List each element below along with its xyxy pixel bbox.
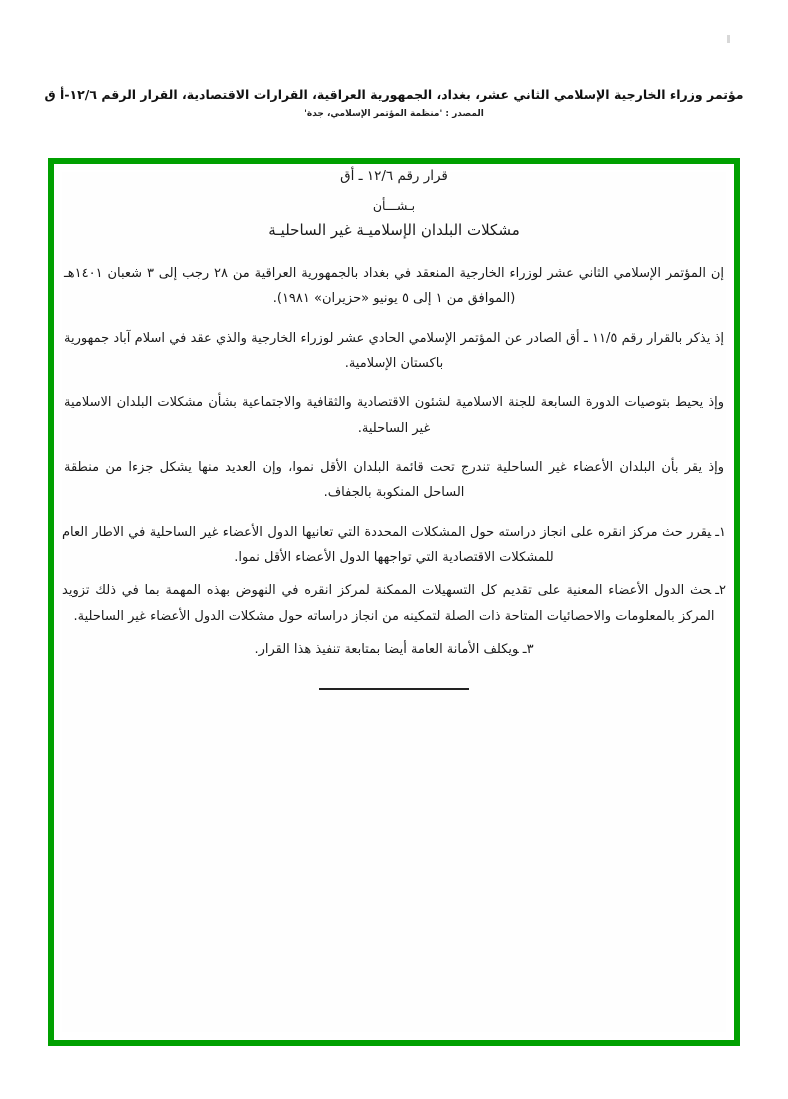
clause-list — [58, 520, 730, 663]
clause-text: يقرر حث مركز انقره على انجاز دراسته حول المشكلات المحددة التي تعانيها الدول الأعضاء غير الساحلية في الاطار العام للمشكلات الاقتصادية التي تواجهها الدول الأعضاء الأقل نموا. — [62, 524, 712, 566]
list-item — [58, 637, 730, 662]
clause-number: ٣ـ — [522, 642, 534, 658]
document-body — [58, 168, 730, 690]
horizontal-rule — [319, 688, 469, 690]
page-title: مؤتمر وزراء الخارجية الإسلامي الثاني عشر، بغداد، الجمهورية العراقية، القرارات الاقتصادية، القرار الرقم ١٢/٦-أ ق — [44, 87, 744, 102]
list-item — [58, 578, 730, 629]
page-header — [0, 86, 788, 119]
resolution-subject: مشكلات البلدان الإسلاميـة غير الساحليـة — [268, 221, 520, 239]
source-line: المصدر : 'منظمة المؤتمر الإسلامي، جدة' — [304, 108, 484, 119]
paragraph-preamble-3: وإذ يحيط بتوصيات الدورة السابعة للجنة الاسلامية لشئون الاقتصادية والثقافية والاجتماعية بشأن مشكلات البلدان الاسلامية غير الساحلية. — [64, 395, 724, 436]
list-item — [58, 520, 730, 571]
scan-speck — [727, 35, 730, 43]
paragraph-preamble-4: وإذ يقر بأن البلدان الأعضاء غير الساحلية تندرج تحت قائمة البلدان الأقل نموا، وإن العديد منها يشكل جزءا من منطقة الساحل المنكوبة بالجفاف. — [64, 460, 724, 501]
paragraph-preamble-2: إذ يذكر بالقرار رقم ١١/٥ ـ أق الصادر عن المؤتمر الإسلامي الحادي عشر لوزراء الخارجية والذي عقد في اسلام آباد جمهورية باكستان الإسلامية. — [64, 330, 724, 372]
clause-text: ويكلف الأمانة العامة أيضا بمتابعة تنفيذ هذا القرار. — [254, 642, 519, 658]
clause-number: ١ـ — [715, 524, 726, 540]
resolution-number: قرار رقم ١٢/٦ ـ أق — [340, 168, 448, 184]
clause-number: ٢ـ — [715, 583, 726, 599]
clause-text: حث الدول الأعضاء المعنية على تقديم كل التسهيلات الممكنة لمركز انقره في النهوض بهذه المهمة بما في ذلك تزويد المركز بالمعلومات والاحصائيات المتاحة ذات الصلة لتمكينه من انجاز دراساته حول مشكلات الدول الأعضاء غير الساحلية. — [62, 583, 715, 624]
about-label: بـشـــأن — [372, 198, 416, 213]
paragraph-preamble-1: إن المؤتمر الإسلامي الثاني عشر لوزراء الخارجية المنعقد في بغداد بالجمهورية العراقية من ٢٨ رجب إلى ٣ شعبان ١٤٠١هـ (الموافق من ١ إلى ٥ يونيو «حزيران» ١٩٨١). — [64, 266, 725, 307]
